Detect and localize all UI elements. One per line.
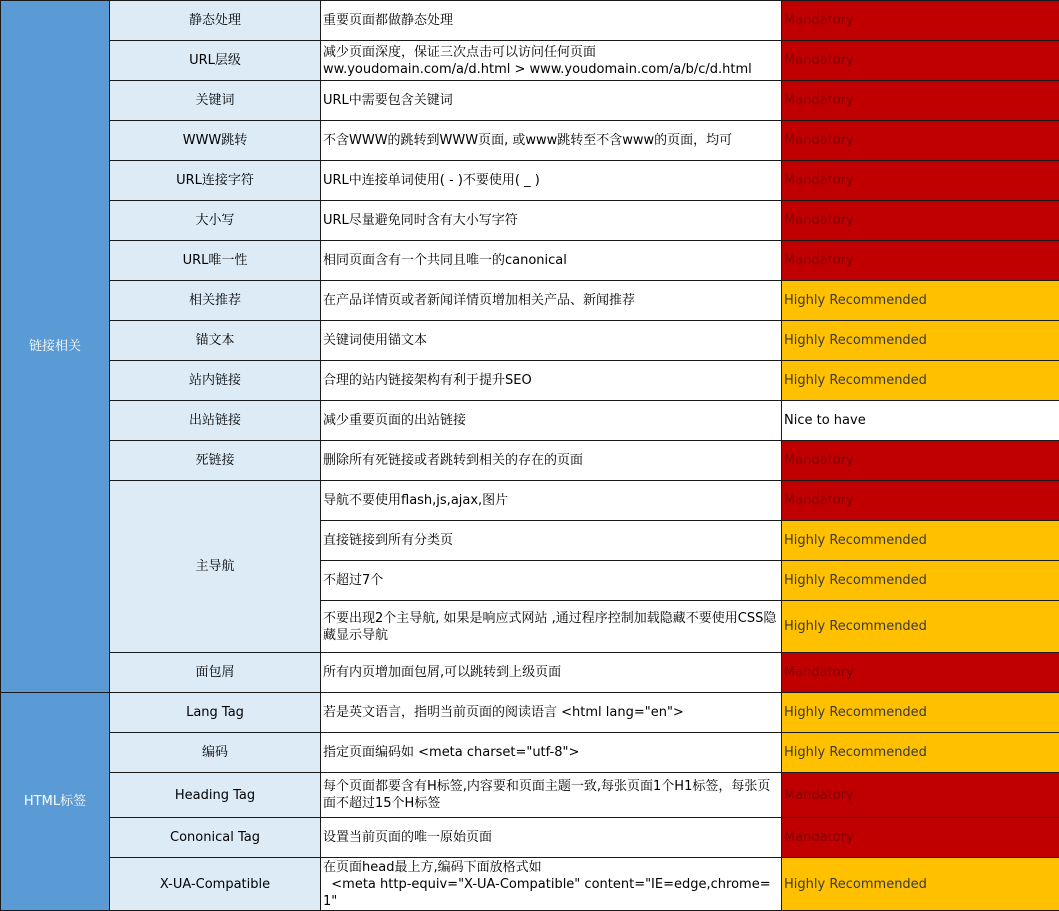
description-text: URL中连接单词使用( - )不要使用( _ ) xyxy=(323,173,540,188)
description-text: 合理的站内链接架构有利于提升SEO xyxy=(323,373,532,388)
description-text: 直接链接到所有分类页 xyxy=(323,533,453,548)
item-name: WWW跳转 xyxy=(110,121,321,161)
item-name: X-UA-Compatible xyxy=(110,858,321,911)
priority-cell: Highly Recommended xyxy=(782,321,1059,361)
priority-cell: Highly Recommended xyxy=(782,361,1059,401)
item-description xyxy=(321,818,782,858)
table-row xyxy=(1,241,1059,281)
priority-cell: Highly Recommended xyxy=(782,281,1059,321)
table-row xyxy=(1,858,1059,911)
item-description xyxy=(321,441,782,481)
item-description xyxy=(321,858,782,911)
priority-cell: Mandatory xyxy=(782,241,1059,281)
description-text: 在产品详情页或者新闻详情页增加相关产品、新闻推荐 xyxy=(323,293,635,308)
table-row xyxy=(1,121,1059,161)
description-text: URL尽量避免同时含有大小写字符 xyxy=(323,213,518,228)
priority-cell: Highly Recommended xyxy=(782,733,1059,773)
description-text: 减少页面深度，保证三次点击可以访问任何页面 ww.youdomain.com/a/d.html > www.youdomain.com/a/b/c/d.html xyxy=(323,45,752,77)
description-text: 若是英文语言，指明当前页面的阅读语言 <html lang="en"> xyxy=(323,705,684,720)
table-row xyxy=(1,441,1059,481)
priority-cell: Highly Recommended xyxy=(782,521,1059,561)
description-text: 关键词使用锚文本 xyxy=(323,333,427,348)
item-description xyxy=(321,361,782,401)
priority-cell: Nice to have xyxy=(782,401,1059,441)
item-description xyxy=(321,41,782,81)
priority-cell: Mandatory xyxy=(782,81,1059,121)
table-row xyxy=(1,733,1059,773)
item-description xyxy=(321,601,782,653)
priority-cell: Mandatory xyxy=(782,1,1059,41)
item-description xyxy=(321,693,782,733)
item-description xyxy=(321,201,782,241)
priority-cell: Highly Recommended xyxy=(782,693,1059,733)
table-row xyxy=(1,481,1059,521)
item-description xyxy=(321,241,782,281)
priority-cell: Mandatory xyxy=(782,201,1059,241)
group-label: HTML标签 xyxy=(1,693,110,911)
priority-cell: Mandatory xyxy=(782,441,1059,481)
priority-cell: Mandatory xyxy=(782,481,1059,521)
item-name: 死链接 xyxy=(110,441,321,481)
item-name: 关键词 xyxy=(110,81,321,121)
table-row xyxy=(1,41,1059,81)
description-text: 设置当前页面的唯一原始页面 xyxy=(323,830,492,845)
item-description xyxy=(321,121,782,161)
table-row xyxy=(1,773,1059,818)
item-name: 面包屑 xyxy=(110,653,321,693)
item-name: 相关推荐 xyxy=(110,281,321,321)
description-text: 不要出现2个主导航, 如果是响应式网站 ,通过程序控制加载隐藏不要使用CSS隐藏显示导航 xyxy=(323,611,776,643)
priority-cell: Mandatory xyxy=(782,653,1059,693)
table-row xyxy=(1,201,1059,241)
description-text: 减少重要页面的出站链接 xyxy=(323,413,466,428)
description-text: 重要页面都做静态处理 xyxy=(323,13,453,28)
item-description xyxy=(321,733,782,773)
item-name: 大小写 xyxy=(110,201,321,241)
item-name: 静态处理 xyxy=(110,1,321,41)
item-name: URL唯一性 xyxy=(110,241,321,281)
item-name: 主导航 xyxy=(110,481,321,653)
item-name: Lang Tag xyxy=(110,693,321,733)
table-row xyxy=(1,401,1059,441)
table-row xyxy=(1,653,1059,693)
table-row xyxy=(1,161,1059,201)
priority-cell: Mandatory xyxy=(782,41,1059,81)
table-row xyxy=(1,818,1059,858)
item-name: Heading Tag xyxy=(110,773,321,818)
description-text: URL中需要包含关键词 xyxy=(323,93,453,108)
item-description xyxy=(321,281,782,321)
item-description xyxy=(321,521,782,561)
item-description xyxy=(321,653,782,693)
table-row xyxy=(1,281,1059,321)
table-row xyxy=(1,321,1059,361)
item-name: URL层级 xyxy=(110,41,321,81)
description-text: 指定页面编码如 <meta charset="utf-8"> xyxy=(323,745,579,760)
description-text: 不超过7个 xyxy=(323,573,383,588)
priority-cell: Mandatory xyxy=(782,121,1059,161)
priority-cell: Mandatory xyxy=(782,773,1059,818)
item-description xyxy=(321,1,782,41)
priority-cell: Highly Recommended xyxy=(782,601,1059,653)
table-row xyxy=(1,361,1059,401)
description-text: 在页面head最上方,编码下面放格式如 <meta http-equiv="X-UA-Compatible" content="IE=edge,chrome=1" xyxy=(323,860,771,909)
group-label: 链接相关 xyxy=(1,1,110,693)
item-name: URL连接字符 xyxy=(110,161,321,201)
description-text: 删除所有死链接或者跳转到相关的存在的页面 xyxy=(323,453,583,468)
description-text: 不含WWW的跳转到WWW页面, 或www跳转至不含www的页面，均可 xyxy=(323,133,732,148)
item-description xyxy=(321,481,782,521)
item-description xyxy=(321,401,782,441)
priority-cell: Highly Recommended xyxy=(782,561,1059,601)
item-name: Cononical Tag xyxy=(110,818,321,858)
description-text: 每个页面都要含有H标签,内容要和页面主题一致,每张页面1个H1标签，每张页面不超过15个H标签 xyxy=(323,779,770,811)
priority-cell: Highly Recommended xyxy=(782,858,1059,911)
item-name: 出站链接 xyxy=(110,401,321,441)
item-name: 站内链接 xyxy=(110,361,321,401)
item-name: 编码 xyxy=(110,733,321,773)
description-text: 相同页面含有一个共同且唯一的canonical xyxy=(323,253,567,268)
item-name: 锚文本 xyxy=(110,321,321,361)
item-description xyxy=(321,161,782,201)
priority-cell: Mandatory xyxy=(782,161,1059,201)
priority-cell: Mandatory xyxy=(782,818,1059,858)
item-description xyxy=(321,321,782,361)
item-description xyxy=(321,773,782,818)
table-row xyxy=(1,81,1059,121)
table-row xyxy=(1,1,1059,41)
description-text: 导航不要使用flash,js,ajax,图片 xyxy=(323,493,508,508)
item-description xyxy=(321,81,782,121)
item-description xyxy=(321,561,782,601)
table-row xyxy=(1,693,1059,733)
description-text: 所有内页增加面包屑,可以跳转到上级页面 xyxy=(323,665,561,680)
